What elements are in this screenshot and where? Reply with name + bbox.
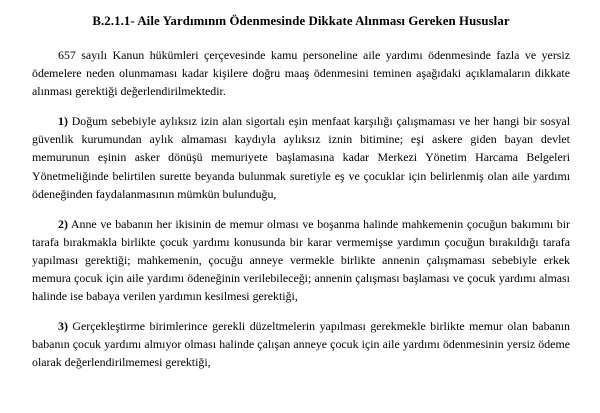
page-title: B.2.1.1- Aile Yardımının Ödenmesinde Dikkate Alınması Gereken Hususlar — [92, 14, 510, 28]
paragraph-item-1 — [32, 112, 570, 202]
paragraph-item-3-text: Gerçekleştirme birimlerince gerekli düzeltmelerin yapılması gerekmekle birlikte memur olan babanın babanın çocuk yardımı almıyor olması halinde çalışan anneye çocuk için aile yardımı ödenmesinin yersiz ödeme olarak değerlendirilmemesi gerektiği, — [32, 319, 570, 370]
paragraph-intro-text: 657 sayılı Kanun hükümleri çerçevesinde kamu personeline aile yardımı ödenmesinde fazla ve yersiz ödemelere neden olunmaması kadar kişilere doğru maaş ödenmesini teminen aşağıdaki açıklamaların dikkate alınması gerektiği değerlendirilmektedir. — [32, 47, 570, 99]
paragraph-item-2 — [32, 215, 570, 305]
paragraph-item-1-marker: 1) — [58, 114, 68, 129]
paragraph-item-2-marker: 2) — [58, 216, 68, 231]
paragraph-item-1-text: Doğum sebebiyle aylıksız izin alan sigortalı eşin menfaat karşılığı çalışmaması ve her hangi bir sosyal güvenlik kurumundan aylık almaması kaydıyla aylıksız iznin bitimine; eşi askere giden bayan devlet memurunun eşinin asker dönüşü memuriyete başlamasına kadar Merkezi Yönetim Harcama Belgeleri Yönetmeliğinde belirtilen surette beyanda bulunmak suretiyle eş ve çocuklar için belirlenmiş olan aile yardımı ödeneğinden faydalanmasının mümkün bulunduğu, — [32, 114, 570, 201]
paragraph-item-3 — [32, 317, 570, 371]
paragraph-item-3-marker: 3) — [58, 319, 68, 334]
paragraph-item-2-text: Anne ve babanın her ikisinin de memur olması ve boşanma halinde mahkemenin çocuğun bakımını bir tarafa bırakmakla birlikte çocuk yardımı konusunda bir karar vermemişse yardımın çocuğun bırakıldığı tarafa yapılması gerektiği; mahkemenin, çocuğu anneye vermekle birlikte annenin çalışmaması sebebiyle erkek memura çocuk için aile yardımı ödeneğinin verilebileceği; annenin çalışması başlaması ve çocuk yardımı alması halinde ise babaya verilen yardımın kesilmesi gerektiği, — [32, 216, 570, 304]
paragraph-intro — [32, 46, 570, 100]
